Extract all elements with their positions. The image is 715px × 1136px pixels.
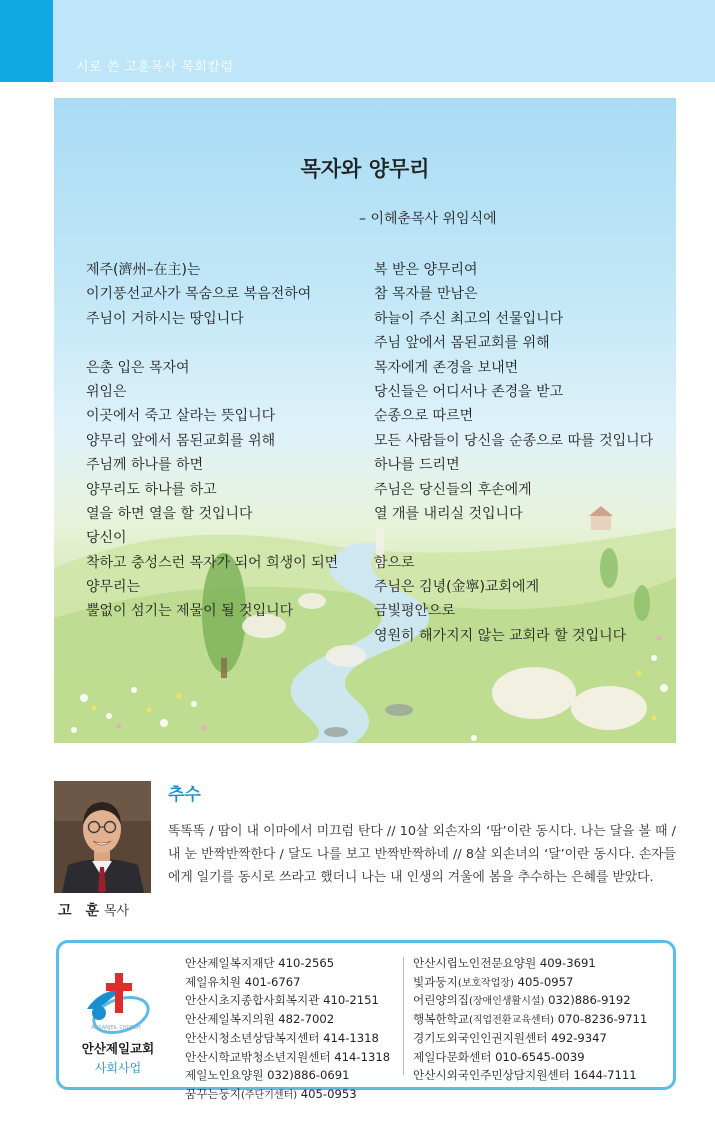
- poem-line: 주님이 거하시는 땅입니다: [86, 310, 244, 327]
- poem-line: 당신들은 어디서나 존경을 받고: [374, 383, 564, 400]
- author-title: 목사: [103, 904, 130, 919]
- header-title: 시로 쓴 고훈목사 목회칼럼: [76, 60, 234, 75]
- poem-line: [86, 331, 338, 355]
- social-services-directory: [56, 940, 676, 1101]
- header-accent-bar: [0, 0, 53, 82]
- poem-line: 복 받은 양무리여: [374, 262, 478, 278]
- directory-entry: 제일노인요양원 032)886-0691: [185, 1068, 350, 1083]
- poem-line: 모든 사람들이 당신을 순종으로 따를 것입니다: [374, 432, 654, 449]
- poem-line: 주님께 하나를 하면: [86, 457, 204, 474]
- author-name-text: 고 훈: [58, 903, 100, 919]
- org-department: 사회사업: [94, 1061, 142, 1075]
- poem-line: 제주(濟州–在主)는: [86, 262, 201, 278]
- poem-line: 주님은 당신들의 후손에게: [374, 481, 532, 498]
- directory-entry: 안산시청소년상담복지센터 414-1318: [185, 1030, 379, 1045]
- column-body: 똑똑똑 / 땀이 내 이마에서 미끄럼 탄다 // 10살 외손자의 ‘땀’이란 동시다. 나는 달을 볼 때 / 내 눈 반짝반짝한다 / 달도 나를 보고 반짝반짝하네 // 8살 외손녀의 ‘달’이란 동시다. 손자들에게 일기를 동시로 쓰라고 했더니 나는 내 인생의 겨울에 봄을 추수하는 은혜를 받았다.: [168, 824, 676, 885]
- poem-right-column: [374, 258, 653, 648]
- poem-line: 양무리 앞에서 몸된교회를 위해: [86, 432, 276, 449]
- poem-panel: [54, 98, 676, 743]
- poem-line: 이곳에서 죽고 살라는 뜻입니다: [86, 408, 276, 425]
- poem-line: 영원히 해가지지 않는 교회라 할 것입니다: [374, 627, 627, 644]
- poem-line: 주님 앞에서 몸된교회를 위해: [374, 335, 550, 352]
- poem-dedication: – 이헤춘목사 위임식에: [359, 211, 497, 227]
- poem-line: 당신이: [86, 530, 127, 547]
- poem-line: 은총 입은 목자여: [86, 359, 190, 376]
- directory-entry: 제일유치원 401-6767: [185, 974, 301, 989]
- column-title: 추수: [168, 785, 201, 805]
- author-photo: [54, 781, 151, 893]
- directory-divider: [403, 957, 404, 1075]
- poem-left-column: [86, 258, 338, 624]
- poem-line: [374, 526, 653, 550]
- poem-line: 양무리는: [86, 579, 141, 596]
- directory-entry: 안산시립노인전문요양원 409-3691: [413, 956, 596, 970]
- poem-line: 하늘이 주신 최고의 선물입니다: [374, 310, 564, 327]
- org-name: 안산제일교회: [81, 1041, 155, 1056]
- directory-entry: 안산시초지종합사회복지관 410-2151: [185, 993, 379, 1008]
- poem-title: 목자와 양무리: [300, 157, 430, 181]
- poem-line: 금빛평안으로: [374, 603, 456, 620]
- directory-entry: 빛과둥지(보호작업장) 405-0957: [413, 974, 574, 989]
- directory-entry: 안산제일복지재단 410-2565: [185, 956, 335, 970]
- church-cross-logo-icon: [79, 969, 154, 1037]
- poem-line: 위임은: [86, 383, 127, 400]
- logo-text: ANSANJEIL CHURCH: [91, 1025, 141, 1031]
- poem-line: 주님은 김녕(金寧)교회에게: [374, 579, 540, 596]
- directory-entry: 안산시학교밖청소년지원센터 414-1318: [185, 1049, 391, 1064]
- directory-left-column: [185, 955, 390, 1105]
- poem-line: 뿔없이 섬기는 제물이 될 것입니다: [86, 603, 294, 620]
- poem-line: 참 목자를 만남은: [374, 286, 478, 303]
- directory-entry: 안산시외국인주민상담지원센터 1644-7111: [413, 1068, 637, 1083]
- directory-entry: 안산제일복지의원 482-7002: [185, 1012, 335, 1027]
- poem-line: 함으로: [374, 554, 415, 571]
- poem-line: 양무리도 하나를 하고: [86, 481, 217, 498]
- directory-entry: 제일다문화센터 010-6545-0039: [413, 1049, 585, 1064]
- poem-line: 열 개를 내리실 것입니다: [374, 505, 523, 522]
- poem-line: 착하고 충성스런 목자가 되어 희생이 되면: [86, 554, 339, 571]
- directory-entry: 경기도외국인인권지원센터 492-9347: [413, 1030, 607, 1045]
- poem-line: 이기풍선교사가 목숨으로 복음전하여: [86, 286, 312, 303]
- poem-line: 목자에게 존경을 보내면: [374, 359, 519, 376]
- poem-line: 하나를 드리면: [374, 457, 460, 474]
- directory-entry: 어린양의집(장애인생활시설) 032)886-9192: [413, 993, 631, 1008]
- author-name: [58, 900, 129, 920]
- poem-line: 열을 하면 열을 할 것입니다: [86, 505, 253, 522]
- directory-entry: 행복한학교(직업전환교육센터) 070-8236-9711: [413, 1012, 648, 1027]
- directory-entry: 꿈꾸는둥지(주단기센터) 405-0953: [185, 1086, 357, 1101]
- directory-right-column: [413, 955, 647, 1086]
- poem-line: 순종으로 따르면: [374, 408, 474, 425]
